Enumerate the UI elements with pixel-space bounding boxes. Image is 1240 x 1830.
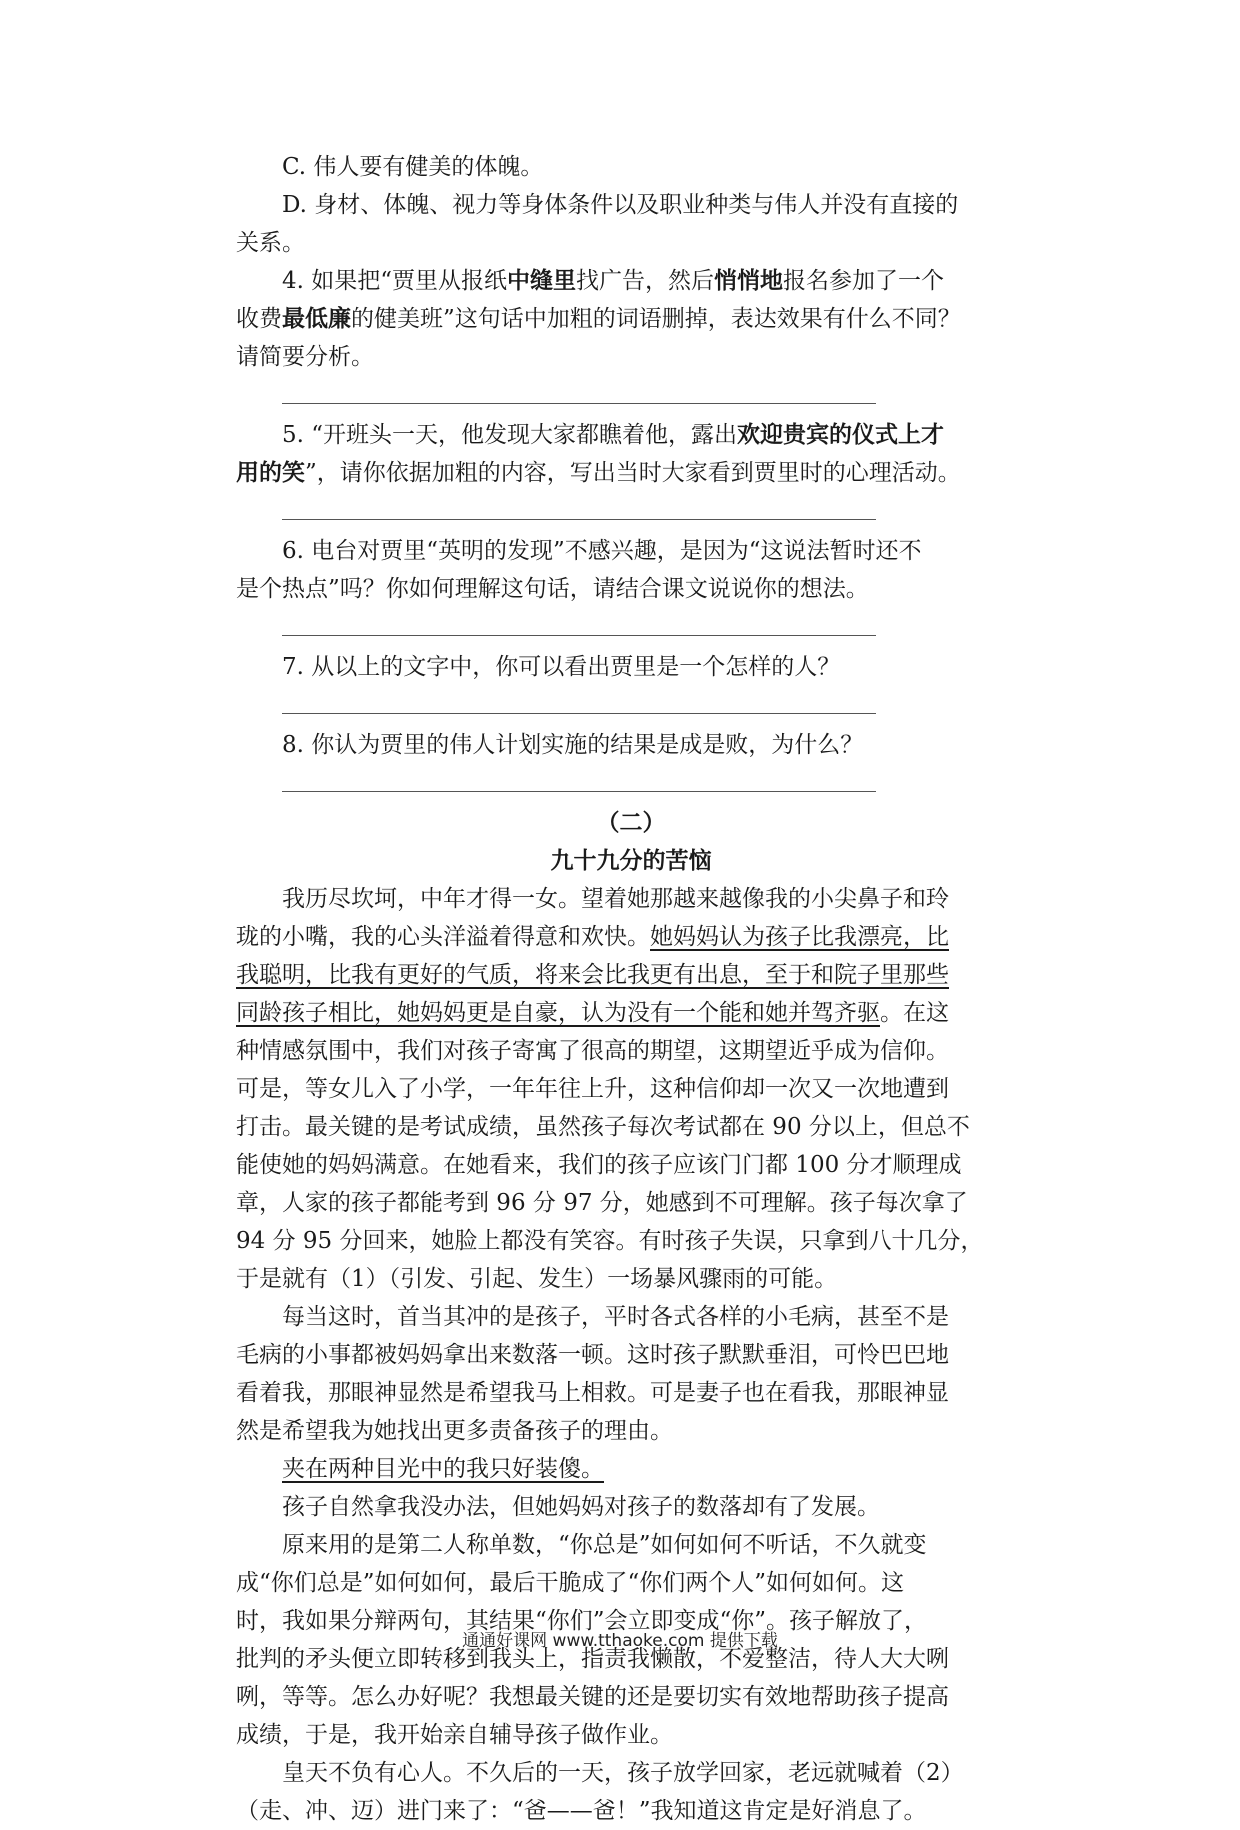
passage-line: 成“你们总是”如何如何，最后干脆成了“你们两个人”如何如何。这 <box>236 1570 905 1596</box>
passage-line: 批判的矛头便立即转移到我头上，指责我懒散，不爱整洁，待人大大咧 <box>236 1646 949 1672</box>
answer-line-8[interactable] <box>236 764 1026 804</box>
question-4-line-3: 请简要分析。 <box>236 344 374 370</box>
underlined-sentence: 夹在两种目光中的我只好装傻。 <box>282 1456 604 1482</box>
answer-line-7[interactable] <box>236 686 1026 726</box>
passage-line: 我历尽坎坷，中年才得一女。望着她那越来越像我的小尖鼻子和玲 <box>282 886 949 912</box>
passage-line: 章，人家的孩子都能考到 96 分 97 分，她感到不可理解。孩子每次拿了 <box>236 1190 968 1216</box>
bold-phrase-1: 欢迎贵宾的仪式上才 <box>737 421 945 448</box>
question-5-line-1: 5. “开班头一天，他发现大家都瞧着他，露出欢迎贵宾的仪式上才 <box>282 421 945 448</box>
passage-line: 每当这时，首当其冲的是孩子，平时各式各样的小毛病，甚至不是 <box>282 1304 949 1330</box>
option-d-cont: 关系。 <box>236 230 305 256</box>
passage-line: 看着我，那眼神显然是希望我马上相救。可是妻子也在看我，那眼神显 <box>236 1380 949 1406</box>
bold-word-3: 最低廉 <box>282 305 351 332</box>
question-6-line-2: 是个热点”吗？你如何理解这句话，请结合课文说说你的想法。 <box>236 576 869 602</box>
passage-line <box>236 1450 1026 1488</box>
question-5-line-2: 用的笑”，请你依据加粗的内容，写出当时大家看到贾里时的心理活动。 <box>236 459 961 486</box>
answer-line-4[interactable] <box>236 376 1026 416</box>
article-title: 九十九分的苦恼 <box>550 848 712 874</box>
passage-line: 毛病的小事都被妈妈拿出来数落一顿。这时孩子默默垂泪，可怜巴巴地 <box>236 1342 949 1368</box>
option-d: D. 身材、体魄、视力等身体条件以及职业种类与伟人并没有直接的 <box>282 192 959 218</box>
question-4-line-1: 4. 如果把“贾里从报纸中缝里找广告，然后悄悄地报名参加了一个 <box>282 267 945 294</box>
passage-line: 于是就有（1）（引发、引起、发生）一场暴风骤雨的可能。 <box>236 1266 838 1292</box>
passage-line: 然是希望我为她找出更多责备孩子的理由。 <box>236 1418 673 1444</box>
option-c: C. 伟人要有健美的体魄。 <box>282 154 544 180</box>
passage-line <box>236 956 1026 994</box>
passage-line: 可是，等女儿入了小学，一年年往上升，这种信仰却一次又一次地遭到 <box>236 1076 949 1102</box>
passage-line: 时，我如果分辩两句，其结果“你们”会立即变成“你”。孩子解放了， <box>236 1608 928 1634</box>
passage-line: 成绩，于是，我开始亲自辅导孩子做作业。 <box>236 1722 673 1748</box>
question-8: 8. 你认为贾里的伟人计划实施的结果是成是败，为什么？ <box>282 732 864 758</box>
passage-line: 同龄孩子相比，她妈妈更是自豪，认为没有一个能和她并驾齐驱。在这 <box>236 1000 949 1026</box>
answer-line-5[interactable] <box>236 492 1026 532</box>
passage-line: 咧，等等。怎么办好呢？我想最关键的还是要切实有效地帮助孩子提高 <box>236 1684 949 1710</box>
bold-phrase-2: 用的笑 <box>236 459 305 486</box>
passage-line: 皇天不负有心人。不久后的一天，孩子放学回家，老远就喊着（2） <box>282 1760 964 1786</box>
document-body <box>236 148 1026 1830</box>
passage-line: 94 分 95 分回来，她脸上都没有笑容。有时孩子失误，只拿到八十几分， <box>236 1228 984 1254</box>
underlined-sentence: 我聪明，比我有更好的气质，将来会比我更有出息，至于和院子里那些 <box>236 962 949 988</box>
question-4-line-2: 收费最低廉的健美班”这句话中加粗的词语删掉，表达效果有什么不同？ <box>236 305 961 332</box>
passage-line: 孩子自然拿我没办法，但她妈妈对孩子的数落却有了发展。 <box>282 1494 880 1520</box>
passage-line: 珑的小嘴，我的心头洋溢着得意和欢快。她妈妈认为孩子比我漂亮，比 <box>236 924 949 950</box>
bold-word-2: 悄悄地 <box>714 267 784 294</box>
passage-line: （走、冲、迈）进门来了：“爸——爸！”我知道这肯定是好消息了。 <box>236 1798 927 1824</box>
passage-line: 能使她的妈妈满意。在她看来，我们的孩子应该门门都 100 分才顺理成 <box>236 1152 962 1178</box>
section-number: （二） <box>596 810 666 836</box>
page-footer: 通通好课网 www.tthaoke.com 提供下载 <box>462 1631 778 1651</box>
question-6-line-1: 6. 电台对贾里“英明的发现”不感兴趣，是因为“这说法暂时还不 <box>282 538 922 564</box>
question-7: 7. 从以上的文字中，你可以看出贾里是一个怎样的人？ <box>282 654 841 680</box>
passage-line: 原来用的是第二人称单数，“你总是”如何如何不听话，不久就变 <box>282 1532 927 1558</box>
passage-line: 打击。最关键的是考试成绩，虽然孩子每次考试都在 90 分以上，但总不 <box>236 1114 970 1140</box>
answer-line-6[interactable] <box>236 608 1026 648</box>
underlined-sentence: 她妈妈认为孩子比我漂亮，比 <box>650 924 949 950</box>
bold-word-1: 中缝里 <box>507 267 577 294</box>
underlined-sentence: 同龄孩子相比，她妈妈更是自豪，认为没有一个能和她并驾齐驱 <box>236 1000 880 1026</box>
passage-line: 种情感氛围中，我们对孩子寄寓了很高的期望，这期望近乎成为信仰。 <box>236 1038 949 1064</box>
